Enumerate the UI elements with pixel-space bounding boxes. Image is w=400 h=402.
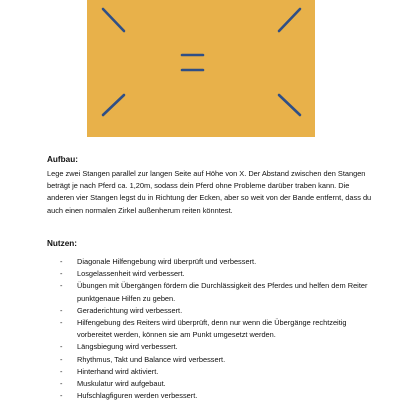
pole-bottom-left: [103, 95, 124, 115]
list-item: - Losgelassenheit wird verbessert.: [47, 268, 377, 280]
list-item: - Muskulatur wird aufgebaut.: [47, 378, 377, 390]
pole-top-right: [279, 9, 300, 31]
list-item: - Längsbiegung wird verbessert.: [47, 341, 377, 353]
pole-bottom-right: [279, 95, 300, 115]
uses-heading: Nutzen:: [47, 239, 78, 248]
setup-paragraph: Lege zwei Stangen parallel zur langen Seite auf Höhe von X. Der Abstand zwischen den Stangen beträgt je nach Pferd ca. 1,20m, sodass dein Pferd ohne Probleme darüber traben kann. Die anderen vier Stangen legst du in Richtung der Ecken, aber so weit von der Bande entfernt, dass du auch einen normalen Zirkel außenherum reiten könntest.: [47, 169, 372, 215]
arena-diagram-svg: [87, 0, 315, 137]
arena-diagram: [87, 0, 315, 137]
list-item: - Rhythmus, Takt und Balance wird verbessert.: [47, 354, 377, 366]
pole-top-left: [103, 9, 124, 31]
list-item: - Übungen mit Übergängen fördern die Durchlässigkeit des Pferdes und helfen dem Reiter punktgenaue Hilfen zu geben.: [47, 280, 377, 304]
list-item: - Hilfengebung des Reiters wird überprüft, denn nur wenn die Übergänge rechtzeitig vorbereitet werden, können sie am Punkt umgesetzt werden.: [47, 317, 377, 341]
uses-list: [47, 256, 377, 402]
setup-heading: Aufbau:: [47, 155, 78, 164]
list-item: - Hufschlagfiguren werden verbessert.: [47, 390, 377, 402]
list-item: - Hinterhand wird aktiviert.: [47, 366, 377, 378]
list-item: - Geraderichtung wird verbessert.: [47, 305, 377, 317]
list-item: - Diagonale Hilfengebung wird überprüft und verbessert.: [47, 256, 377, 268]
